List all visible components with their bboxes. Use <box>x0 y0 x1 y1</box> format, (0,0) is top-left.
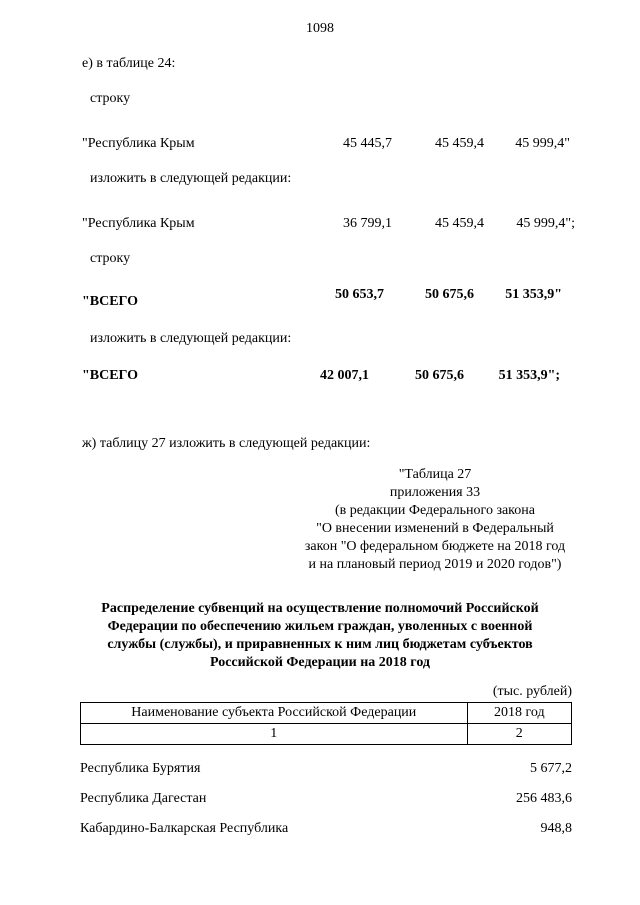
total-old-value-3: 51 353,9" <box>505 287 562 302</box>
crimea-old-name: "Республика Крым <box>82 136 195 151</box>
crimea-old-value-1: 45 445,7 <box>343 136 392 151</box>
region-name: Республика Дагестан <box>80 791 207 806</box>
column-number-2: 2 <box>467 724 571 745</box>
annex-law-title-3: и на плановый период 2019 и 2020 годов") <box>308 557 562 572</box>
column-number-1: 1 <box>81 724 468 745</box>
column-header-year: 2018 год <box>467 703 571 724</box>
total-new-name: "ВСЕГО <box>82 368 139 383</box>
amendment-item-e: е) в таблице 24: <box>82 56 176 71</box>
annex-law-title-2: закон "О федеральном бюджете на 2018 год <box>304 539 566 554</box>
region-name: Республика Бурятия <box>80 761 201 776</box>
table-number-row <box>81 724 572 745</box>
units-label: (тыс. рублей) <box>492 684 572 699</box>
region-name: Кабардино-Балкарская Республика <box>80 821 289 836</box>
region-value: 5 677,2 <box>530 761 572 776</box>
total-new-value-2: 50 675,6 <box>415 368 464 383</box>
total-new-value-1: 42 007,1 <box>320 368 369 383</box>
annex-law-title-1: "О внесении изменений в Федеральный <box>316 521 554 536</box>
edit-phrase: изложить в следующей редакции: <box>90 331 292 346</box>
crimea-new-value-3: 45 999,4"; <box>516 216 575 231</box>
crimea-old-value-3: 45 999,4" <box>515 136 570 151</box>
heading-line: Федерации по обеспечению жильем граждан, уволенных с военной <box>107 619 533 634</box>
total-old-name: "ВСЕГО <box>82 294 139 309</box>
heading-line: Распределение субвенций на осуществление полномочий Российской <box>101 601 539 616</box>
total-old-value-2: 50 675,6 <box>425 287 474 302</box>
annex-law-ref: (в редакции Федерального закона <box>335 503 535 518</box>
crimea-new-value-1: 36 799,1 <box>343 216 392 231</box>
total-new-value-3: 51 353,9"; <box>498 368 560 383</box>
total-old-value-1: 50 653,7 <box>335 287 384 302</box>
region-value: 256 483,6 <box>516 791 572 806</box>
column-header-region: Наименование субъекта Российской Федерации <box>81 703 468 724</box>
subsidy-table <box>80 702 572 745</box>
amendment-item-zh: ж) таблицу 27 изложить в следующей редакции: <box>82 436 371 451</box>
page-number: 1098 <box>306 21 334 36</box>
annex-table-number: "Таблица 27 <box>398 467 472 482</box>
annex-appendix: приложения 33 <box>389 485 481 500</box>
section-heading <box>60 600 580 672</box>
row-word: строку <box>90 251 131 266</box>
table-header-row <box>81 703 572 724</box>
region-value: 948,8 <box>540 821 572 836</box>
crimea-old-value-2: 45 459,4 <box>435 136 484 151</box>
crimea-new-name: "Республика Крым <box>82 216 195 231</box>
crimea-new-value-2: 45 459,4 <box>435 216 484 231</box>
edit-phrase: изложить в следующей редакции: <box>90 171 292 186</box>
heading-line: Российской Федерации на 2018 год <box>209 655 430 670</box>
row-word: строку <box>90 91 131 106</box>
heading-line: службы (службы), и приравненных к ним лиц бюджетам субъектов <box>107 637 533 652</box>
